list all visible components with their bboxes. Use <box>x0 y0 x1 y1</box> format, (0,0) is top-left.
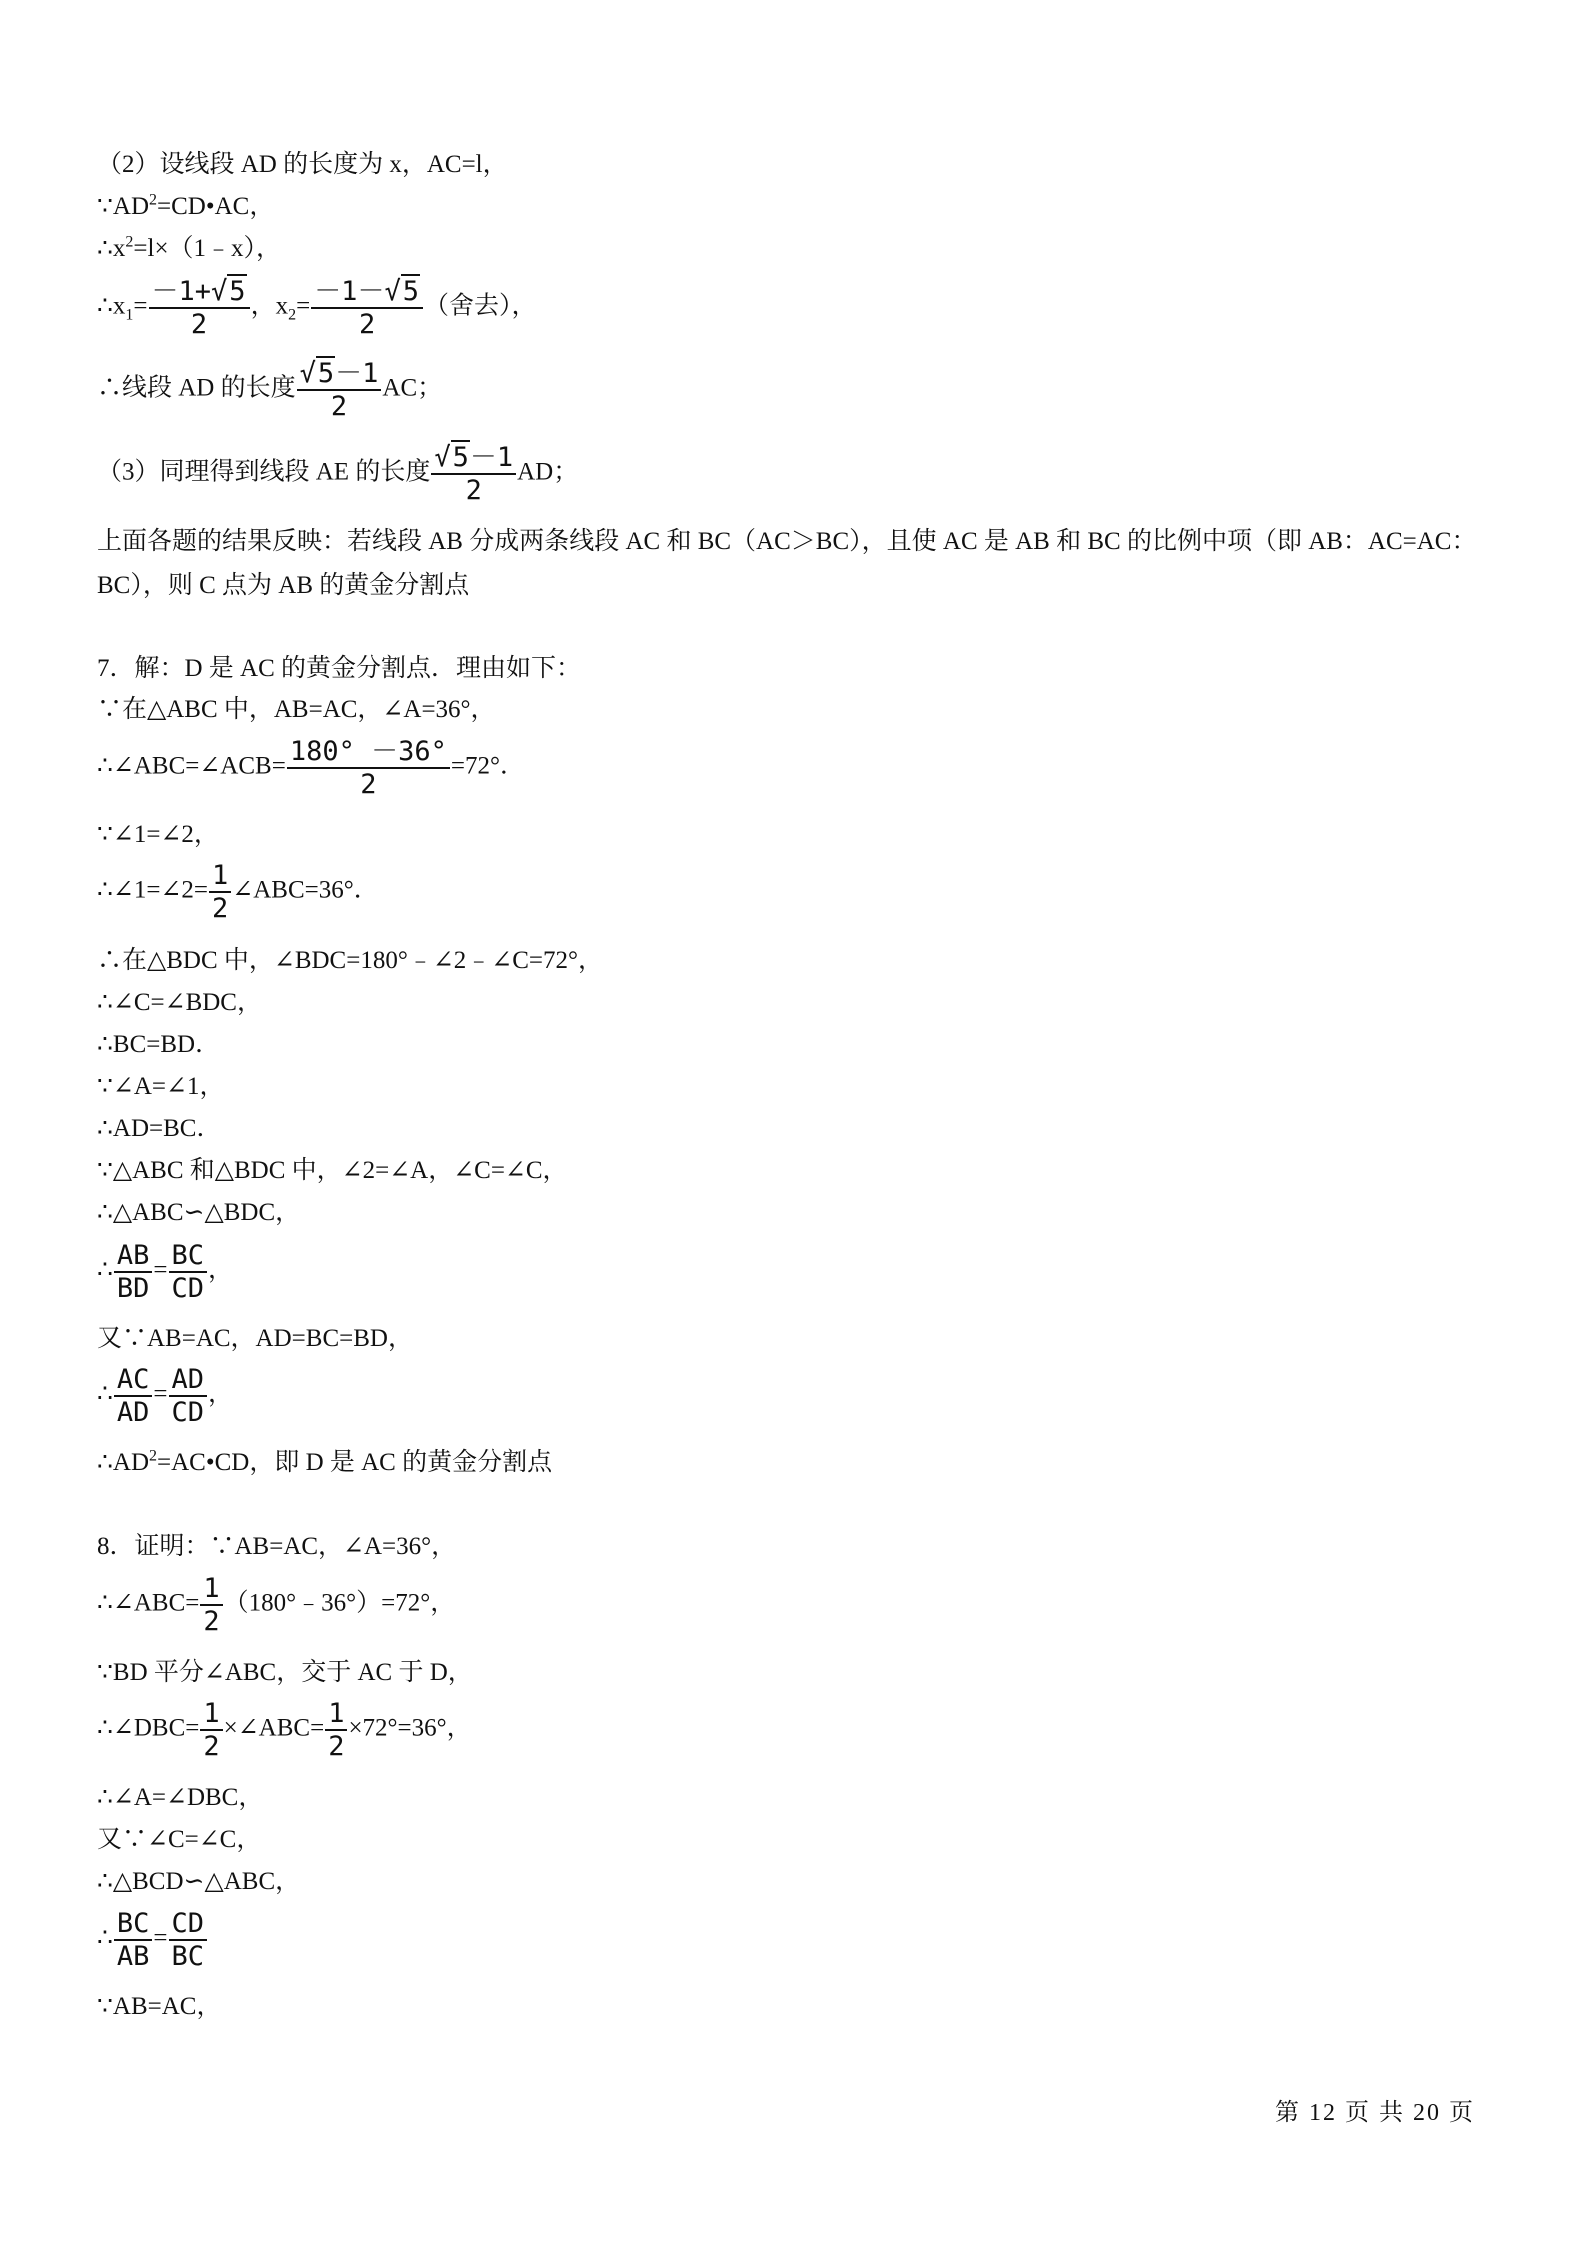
numerator: 1 <box>328 1698 345 1729</box>
radicand: 5 <box>452 442 469 473</box>
q8-line5 <box>97 1823 261 1857</box>
fraction <box>209 860 231 924</box>
q7-title <box>97 652 581 686</box>
numerator: CD <box>171 1908 205 1939</box>
numerator: BC <box>116 1908 150 1939</box>
text: ∴x <box>97 235 126 262</box>
text: ∴△ABC∽△BDC， <box>97 1199 301 1226</box>
q7-line11 <box>97 1196 300 1230</box>
numerator: －1 <box>469 442 514 473</box>
text: ×72°=36°， <box>348 1714 472 1742</box>
q8-title <box>97 1530 456 1564</box>
q7-line15 <box>97 1446 552 1480</box>
part3-line1 <box>97 442 578 506</box>
text: ∴ <box>97 1256 113 1284</box>
q8-line8 <box>97 1990 221 2024</box>
text: ∴∠DBC= <box>97 1714 200 1742</box>
denominator: 2 <box>212 893 229 924</box>
text: 8．证明：∵AB=AC，∠A=36°， <box>97 1533 457 1560</box>
q7-line9 <box>97 1112 221 1146</box>
text: ∵△ABC 和△BDC 中，∠2=∠A，∠C=∠C， <box>97 1157 568 1184</box>
text: 又∵AB=AC，AD=BC=BD， <box>97 1325 413 1352</box>
numerator: 1 <box>212 860 229 891</box>
text: ∴ <box>97 1380 113 1408</box>
numerator: AD <box>171 1364 205 1395</box>
subscript: 2 <box>288 306 297 324</box>
denominator: CD <box>171 1273 205 1304</box>
text: ∵∠A=∠1， <box>97 1073 225 1100</box>
denominator: 2 <box>465 475 482 506</box>
q8-line3 <box>97 1698 472 1762</box>
denominator: 2 <box>190 309 208 340</box>
text: ∴∠ABC= <box>97 1589 200 1617</box>
q8-line6 <box>97 1865 300 1899</box>
text: （舍去）， <box>423 292 537 320</box>
numerator: 1 <box>203 1698 220 1729</box>
denominator: 2 <box>360 769 377 800</box>
subscript: 1 <box>125 306 134 324</box>
denominator: 2 <box>203 1731 220 1762</box>
numerator: －1－ <box>314 276 385 307</box>
part2-line4 <box>97 276 537 340</box>
text: ， <box>208 1256 234 1284</box>
fraction <box>114 1364 153 1428</box>
part2-line5 <box>97 358 442 422</box>
radicand: 5 <box>402 276 419 307</box>
text: AC； <box>382 374 443 402</box>
text: AD； <box>517 458 579 486</box>
text: ∴∠1=∠2= <box>97 876 208 904</box>
text: ∴x <box>97 292 126 320</box>
q8-line4 <box>97 1781 263 1815</box>
q7-line10 <box>97 1154 568 1188</box>
text: 7．解：D 是 AC 的黄金分割点．理由如下： <box>97 655 582 682</box>
q7-line1 <box>97 693 496 727</box>
fraction <box>200 1698 222 1762</box>
fraction <box>311 276 423 340</box>
numerator: －1+ <box>151 276 212 307</box>
text: ∴AD <box>97 1449 150 1476</box>
radicand: 5 <box>317 358 335 389</box>
text: ∠ABC=36°． <box>232 876 379 904</box>
equals-sign: = <box>153 1256 168 1284</box>
denominator: BD <box>116 1273 150 1304</box>
part2-line2 <box>97 190 274 224</box>
text: =AC•CD，即 D 是 AC 的黄金分割点 <box>157 1449 553 1476</box>
text: =CD•AC， <box>157 193 275 220</box>
q7-line7 <box>97 1028 220 1062</box>
numerator: 180° －36° <box>289 736 447 767</box>
sqrt-symbol: √5 <box>384 276 419 307</box>
fraction <box>149 276 250 340</box>
fraction <box>169 1240 208 1304</box>
q8-line2 <box>97 1656 473 1690</box>
denominator: AD <box>116 1397 150 1428</box>
q7-line6 <box>97 986 262 1020</box>
text: ∵AB=AC， <box>97 1993 222 2020</box>
q8-line7 <box>97 1908 208 1972</box>
text: = <box>296 292 311 320</box>
denominator: 2 <box>330 391 348 422</box>
radicand: 5 <box>229 276 246 307</box>
equals-sign: = <box>153 1380 168 1408</box>
sqrt-symbol: √5 <box>434 442 469 473</box>
text: ∴AD=BC． <box>97 1115 222 1142</box>
denominator: 2 <box>203 1606 220 1637</box>
text: （3）同理得到线段 AE 的长度 <box>97 458 431 486</box>
text: =l×（1﹣x）， <box>133 235 282 262</box>
q7-line4 <box>97 860 379 924</box>
q7-line2 <box>97 736 525 800</box>
equals-sign: = <box>153 1924 168 1952</box>
fraction <box>287 736 450 800</box>
q7-line14 <box>97 1364 233 1428</box>
part2-line3 <box>97 232 281 266</box>
fraction <box>114 1908 153 1972</box>
numerator: BC <box>171 1240 205 1271</box>
text: ∵BD 平分∠ABC，交于 AC 于 D， <box>97 1659 473 1686</box>
denominator: AB <box>116 1941 150 1972</box>
text: ∵AD <box>97 193 150 220</box>
numerator: AC <box>116 1364 150 1395</box>
sqrt-symbol: √5 <box>211 276 246 307</box>
denominator: 2 <box>328 1731 345 1762</box>
superscript: 2 <box>125 233 134 251</box>
denominator: 2 <box>358 309 376 340</box>
text: =72°． <box>450 752 525 780</box>
text: ∵在△ABC 中，AB=AC，∠A=36°， <box>97 696 496 723</box>
denominator: CD <box>171 1397 205 1428</box>
superscript: 2 <box>149 191 158 209</box>
part3-summary <box>97 520 1497 608</box>
numerator: AB <box>116 1240 150 1271</box>
text: ，x <box>250 292 289 320</box>
numerator: －1 <box>335 358 379 389</box>
fraction <box>114 1240 153 1304</box>
text: 上面各题的结果反映：若线段 AB 分成两条线段 AC 和 BC（AC＞BC），且使 AC 是 AB 和 BC 的比例中项（即 AB：AC=AC：BC），则 C 点为 AB 的黄金分割点 <box>97 528 1477 599</box>
q7-line13 <box>97 1322 413 1356</box>
numerator: 1 <box>203 1573 220 1604</box>
text: ×∠ABC= <box>223 1714 325 1742</box>
text: ∴△BCD∽△ABC， <box>97 1868 301 1895</box>
part2-line1 <box>97 148 508 182</box>
fraction <box>200 1573 222 1637</box>
superscript: 2 <box>149 1447 158 1465</box>
text: ∴∠C=∠BDC， <box>97 989 262 1016</box>
fraction <box>325 1698 347 1762</box>
text: ∴∠ABC=∠ACB= <box>97 752 286 780</box>
q8-line1 <box>97 1573 455 1637</box>
page-number-footer: 第 12 页 共 20 页 <box>1275 2100 1475 2126</box>
text: ∴线段 AD 的长度 <box>97 374 296 402</box>
text: ∴ <box>97 1924 113 1952</box>
fraction <box>297 358 382 422</box>
q7-line8 <box>97 1070 224 1104</box>
text: ∴在△BDC 中，∠BDC=180°﹣∠2﹣∠C=72°， <box>97 947 603 974</box>
denominator: BC <box>171 1941 205 1972</box>
text: ， <box>208 1380 234 1408</box>
q7-line3 <box>97 818 219 852</box>
fraction <box>431 442 516 506</box>
text: ∵∠1=∠2， <box>97 821 219 848</box>
text: ∴BC=BD． <box>97 1031 221 1058</box>
fraction <box>169 1364 208 1428</box>
q7-line5 <box>97 944 603 978</box>
text: （180°﹣36°）=72°， <box>223 1589 456 1617</box>
fraction <box>169 1908 208 1972</box>
text: 又∵∠C=∠C， <box>97 1826 262 1853</box>
q7-line12 <box>97 1240 233 1304</box>
text: （2）设线段 AD 的长度为 x，AC=l， <box>97 151 508 178</box>
text: ∴∠A=∠DBC， <box>97 1784 264 1811</box>
sqrt-symbol: √5 <box>299 358 335 389</box>
text: = <box>133 292 148 320</box>
